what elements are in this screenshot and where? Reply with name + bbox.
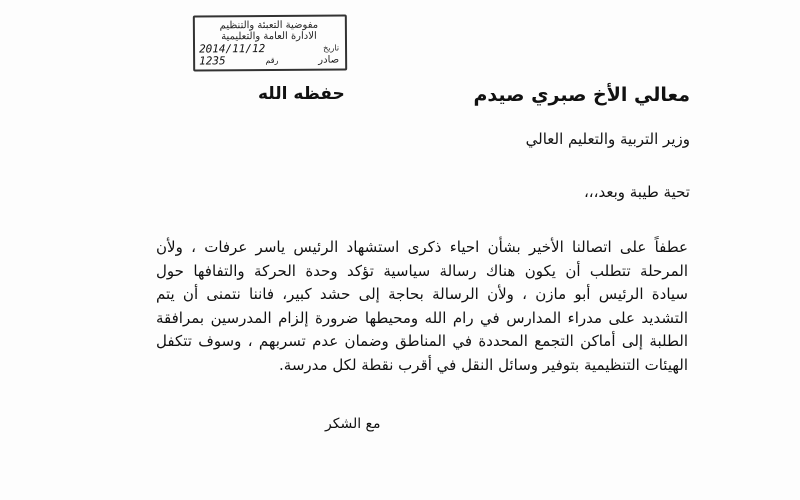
stamp-date-value: 2014/11/12: [198, 42, 266, 56]
closing: مع الشكر: [325, 416, 381, 432]
recipient-title: وزير التربية والتعليم العالي: [525, 130, 690, 148]
stamp-org-line-1: مفوضية التعبئة والتنظيم: [219, 19, 319, 32]
stamp-org-line-2: الادارة العامة والتعليمية: [221, 30, 317, 43]
stamp-ref-label: رقم: [265, 55, 279, 66]
incoming-stamp: [193, 14, 347, 71]
body-line: الهيئات التنظيمية بتوفير وسائل النقل في أقرب نقطة لكل مدرسة.: [279, 355, 688, 374]
letter-body: [156, 236, 688, 377]
body-line: التشديد على مدراء المدارس في رام الله ومحيطها ضرورة إلزام المدرسين بمرافقة: [156, 308, 688, 327]
recipient-name: معالي الأخ صبري صيدم: [473, 84, 690, 106]
body-line: الطلبة إلى أماكن التجمع المحددة في المناطق وضمان عدم تسربهم ، وسوف تتكفل: [156, 332, 688, 350]
body-line: عطفاً على اتصالنا الأخير بشأن احياء ذكرى استشهاد الرئيس ياسر عرفات ، ولأن: [156, 238, 688, 256]
stamp-outgoing-label: صادر: [318, 54, 340, 66]
stamp-date-label: تاريخ: [323, 43, 340, 53]
stamp-ref-value: 1235: [199, 54, 226, 68]
body-line: سيادة الرئيس أبو مازن ، ولأن الرسالة بحاجة إلى حشد كبير، فاننا نتمنى أن يتم: [156, 285, 688, 303]
honorific: حفظه الله: [258, 84, 345, 104]
body-line: المرحلة تتطلب أن يكون هناك رسالة سياسية تؤكد وحدة الحركة والتفافها حول: [156, 261, 688, 280]
greeting: تحية طيبة وبعد،،،: [583, 183, 690, 201]
